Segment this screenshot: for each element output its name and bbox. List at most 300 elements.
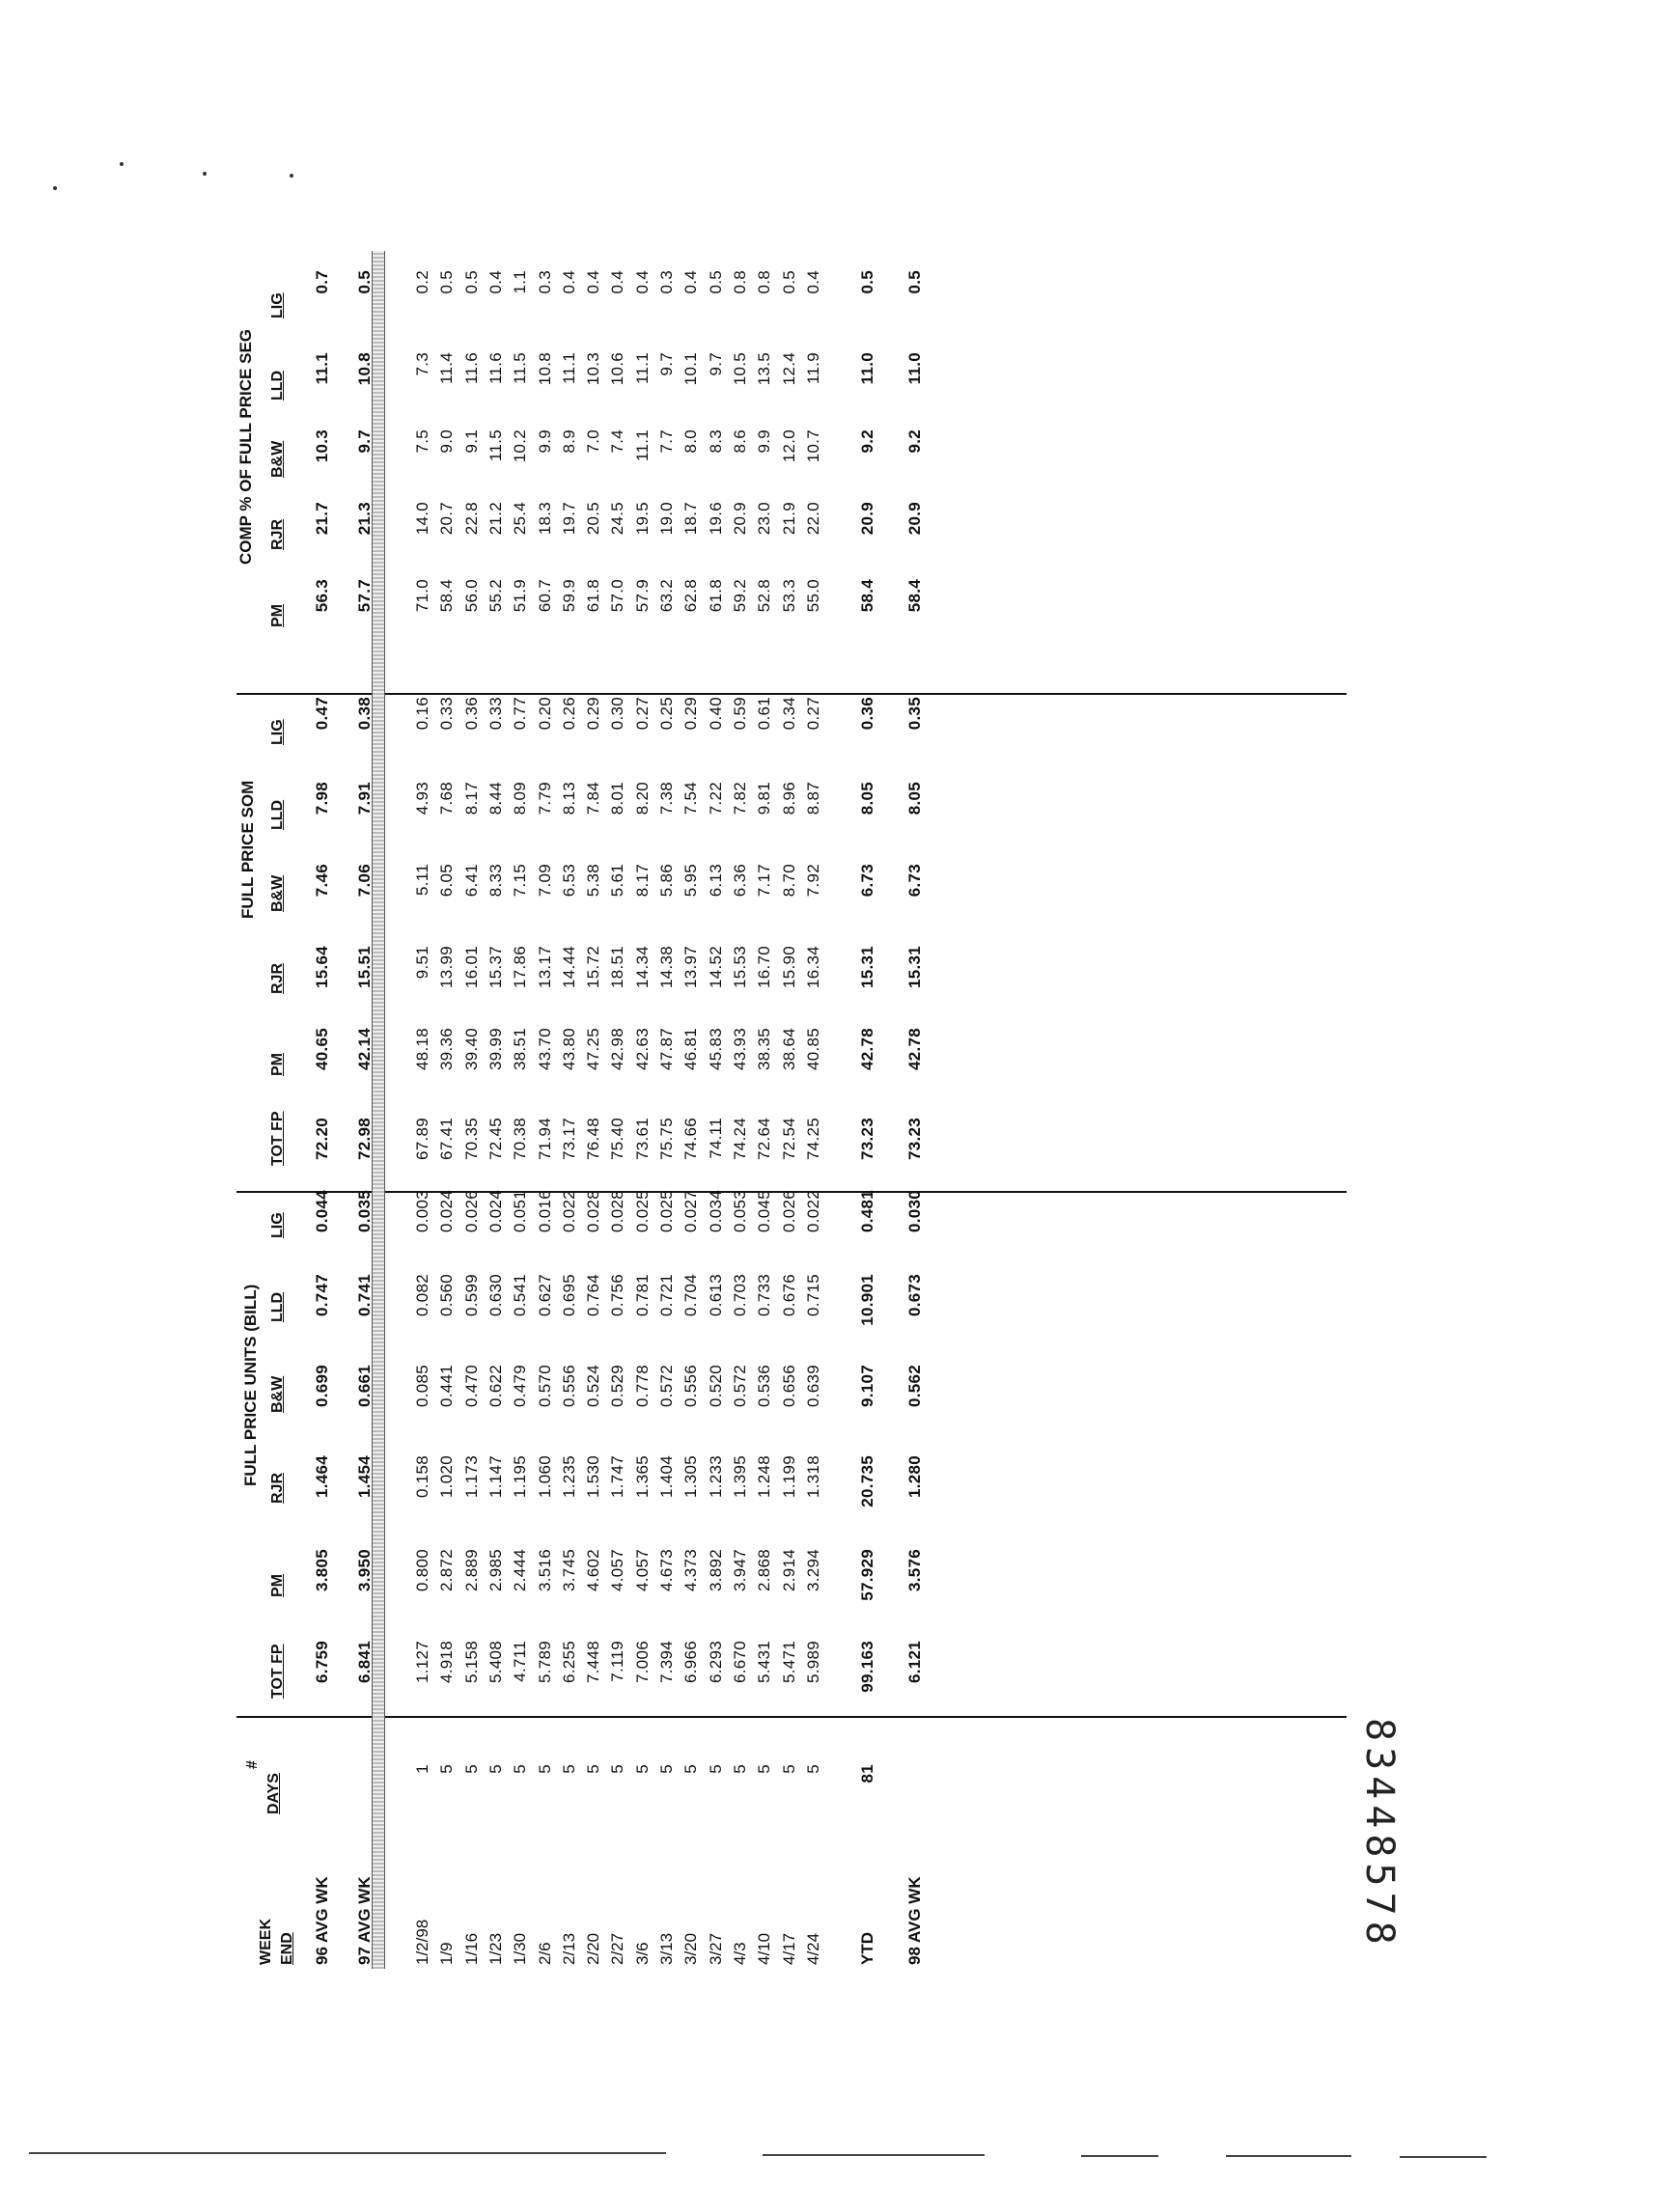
days-cell: 5 bbox=[511, 1764, 530, 1774]
comp-cell: 11.0 bbox=[905, 352, 924, 385]
units-cell: 9.107 bbox=[858, 1365, 876, 1408]
units-cell: 1.318 bbox=[803, 1455, 822, 1499]
comp-cell: 0.3 bbox=[657, 270, 676, 294]
units-cell: 0.027 bbox=[681, 1190, 701, 1233]
comp-cell: 10.2 bbox=[511, 429, 530, 463]
som-cell: 39.99 bbox=[486, 1028, 505, 1071]
som-cell: 0.38 bbox=[355, 697, 374, 731]
row-label: 3/6 bbox=[632, 1942, 652, 1965]
units-cell: 0.572 bbox=[657, 1365, 676, 1408]
units-cell: 3.892 bbox=[706, 1549, 725, 1592]
comp-cell: 8.9 bbox=[559, 429, 578, 454]
som-cell: 0.16 bbox=[413, 697, 431, 731]
som-cell: 73.17 bbox=[559, 1118, 578, 1161]
units-cell: 0.800 bbox=[413, 1549, 431, 1592]
units-cell: 0.721 bbox=[657, 1274, 676, 1317]
som-cell: 0.36 bbox=[858, 697, 876, 731]
som-cell: 16.01 bbox=[461, 946, 481, 989]
scan-line bbox=[1400, 2156, 1487, 2158]
units-cell: 0.562 bbox=[905, 1365, 924, 1408]
units-cell: 1.020 bbox=[437, 1455, 457, 1499]
units-cell: 0.044 bbox=[313, 1190, 331, 1233]
comp-cell: 59.9 bbox=[559, 579, 578, 613]
units-cell: 0.034 bbox=[706, 1190, 725, 1233]
units-col-header: RJR bbox=[269, 1472, 286, 1504]
comp-cell: 10.6 bbox=[608, 352, 627, 386]
units-cell: 0.560 bbox=[437, 1274, 457, 1317]
som-col-header: TOT FP bbox=[269, 1111, 286, 1166]
som-cell: 45.83 bbox=[706, 1028, 725, 1071]
units-cell: 1.747 bbox=[608, 1455, 627, 1499]
som-cell: 6.73 bbox=[905, 864, 924, 898]
units-cell: 0.536 bbox=[755, 1365, 774, 1408]
row-label: 2/27 bbox=[608, 1932, 627, 1965]
table-7 bbox=[236, 251, 1327, 1969]
days-cell: 5 bbox=[486, 1764, 505, 1774]
som-cell: 7.09 bbox=[535, 864, 554, 898]
scan-speck bbox=[290, 174, 293, 178]
units-cell: 2.872 bbox=[437, 1549, 457, 1592]
som-cell: 72.45 bbox=[486, 1118, 505, 1161]
comp-cell: 18.3 bbox=[535, 502, 554, 536]
comp-cell: 10.8 bbox=[355, 352, 374, 386]
units-cell: 99.163 bbox=[858, 1641, 876, 1693]
units-cell: 2.444 bbox=[511, 1549, 530, 1592]
units-cell: 1.060 bbox=[535, 1455, 554, 1499]
comp-cell: 11.6 bbox=[461, 352, 481, 385]
units-cell: 3.294 bbox=[803, 1549, 822, 1592]
units-cell: 0.025 bbox=[632, 1190, 652, 1233]
days-header: DAYS bbox=[265, 1773, 282, 1814]
row-label: 4/24 bbox=[803, 1932, 822, 1965]
units-col-header: LIG bbox=[269, 1212, 286, 1238]
som-cell: 72.20 bbox=[313, 1118, 331, 1161]
units-cell: 4.602 bbox=[584, 1549, 603, 1592]
som-cell: 7.84 bbox=[584, 782, 603, 816]
comp-cell: 7.4 bbox=[608, 429, 627, 454]
som-cell: 43.80 bbox=[559, 1028, 578, 1071]
days-cell: 5 bbox=[437, 1764, 457, 1774]
comp-cell: 7.3 bbox=[413, 352, 431, 376]
row-label: 98 AVG WK bbox=[905, 1876, 924, 1965]
comp-cell: 12.4 bbox=[779, 352, 798, 386]
som-cell: 5.61 bbox=[608, 864, 627, 898]
table-row bbox=[354, 251, 375, 1969]
som-cell: 73.61 bbox=[632, 1118, 652, 1161]
comp-cell: 10.7 bbox=[803, 429, 822, 463]
units-cell: 1.199 bbox=[779, 1455, 798, 1499]
som-cell: 72.64 bbox=[755, 1118, 774, 1161]
som-col-header: RJR bbox=[269, 962, 286, 994]
units-cell: 0.022 bbox=[559, 1190, 578, 1233]
units-cell: 0.024 bbox=[486, 1190, 505, 1233]
comp-cell: 19.5 bbox=[632, 502, 652, 536]
units-cell: 2.889 bbox=[461, 1549, 481, 1592]
row-label: 1/23 bbox=[486, 1932, 505, 1965]
comp-cell: 11.5 bbox=[511, 352, 530, 385]
som-col-header: LLD bbox=[269, 799, 286, 830]
group-units: FULL PRICE UNITS (BILL) bbox=[241, 1284, 260, 1486]
table-row bbox=[857, 251, 878, 1969]
table-row bbox=[559, 251, 580, 1969]
som-cell: 7.91 bbox=[355, 782, 374, 816]
som-cell: 73.23 bbox=[905, 1118, 924, 1161]
comp-cell: 52.8 bbox=[755, 579, 774, 613]
som-cell: 46.81 bbox=[681, 1028, 701, 1071]
comp-cell: 22.0 bbox=[803, 502, 822, 536]
units-cell: 0.479 bbox=[511, 1365, 530, 1408]
units-col-header: PM bbox=[269, 1574, 286, 1597]
units-cell: 0.699 bbox=[313, 1365, 331, 1408]
som-cell: 6.05 bbox=[437, 864, 457, 898]
units-cell: 0.529 bbox=[608, 1365, 627, 1408]
table-row bbox=[583, 251, 604, 1969]
comp-cell: 10.1 bbox=[681, 352, 701, 386]
som-cell: 15.51 bbox=[355, 946, 374, 989]
units-cell: 6.293 bbox=[706, 1641, 725, 1684]
som-cell: 8.09 bbox=[511, 782, 530, 816]
table-row bbox=[803, 251, 824, 1969]
days-cell: 5 bbox=[535, 1764, 554, 1774]
table-row bbox=[706, 251, 727, 1969]
comp-cell: 53.3 bbox=[779, 579, 798, 613]
units-cell: 1.454 bbox=[355, 1455, 374, 1499]
units-cell: 1.530 bbox=[584, 1455, 603, 1499]
days-cell: 81 bbox=[858, 1764, 876, 1783]
som-cell: 7.79 bbox=[535, 782, 554, 816]
comp-col-header: PM bbox=[269, 604, 286, 627]
som-cell: 5.95 bbox=[681, 864, 701, 898]
units-cell: 0.026 bbox=[779, 1190, 798, 1233]
units-cell: 0.733 bbox=[755, 1274, 774, 1317]
som-cell: 42.98 bbox=[608, 1028, 627, 1071]
som-cell: 0.77 bbox=[511, 697, 530, 731]
row-label: 97 AVG WK bbox=[355, 1876, 374, 1965]
units-cell: 0.028 bbox=[584, 1190, 603, 1233]
som-cell: 7.15 bbox=[511, 864, 530, 898]
days-cell: 5 bbox=[755, 1764, 774, 1774]
units-cell: 0.085 bbox=[413, 1365, 431, 1408]
units-cell: 10.901 bbox=[858, 1274, 876, 1326]
comp-cell: 9.7 bbox=[706, 352, 725, 376]
som-cell: 8.87 bbox=[803, 782, 822, 816]
som-cell: 8.20 bbox=[632, 782, 652, 816]
table-row bbox=[779, 251, 800, 1969]
units-col-header: B&W bbox=[269, 1375, 286, 1413]
units-cell: 1.365 bbox=[632, 1455, 652, 1499]
units-cell: 7.006 bbox=[632, 1641, 652, 1684]
som-cell: 8.13 bbox=[559, 782, 578, 816]
row-label: 2/6 bbox=[535, 1942, 554, 1965]
units-cell: 0.028 bbox=[608, 1190, 627, 1233]
comp-cell: 20.9 bbox=[730, 502, 749, 536]
som-cell: 17.86 bbox=[511, 946, 530, 989]
comp-cell: 7.7 bbox=[657, 429, 676, 454]
comp-cell: 0.5 bbox=[858, 270, 876, 294]
units-cell: 0.481 bbox=[858, 1190, 876, 1233]
units-cell: 5.408 bbox=[486, 1641, 505, 1684]
units-cell: 0.613 bbox=[706, 1274, 725, 1317]
units-cell: 6.759 bbox=[313, 1641, 331, 1684]
units-cell: 4.373 bbox=[681, 1549, 701, 1592]
som-cell: 15.72 bbox=[584, 946, 603, 989]
som-cell: 18.51 bbox=[608, 946, 627, 989]
scan-speck bbox=[203, 172, 207, 176]
som-cell: 7.17 bbox=[755, 864, 774, 898]
comp-cell: 57.0 bbox=[608, 579, 627, 613]
som-cell: 71.94 bbox=[535, 1118, 554, 1161]
comp-cell: 0.5 bbox=[779, 270, 798, 294]
comp-cell: 9.9 bbox=[755, 429, 774, 454]
row-label: YTD bbox=[858, 1932, 876, 1965]
units-cell: 3.805 bbox=[313, 1549, 331, 1592]
units-cell: 0.520 bbox=[706, 1365, 725, 1408]
som-cell: 7.22 bbox=[706, 782, 725, 816]
units-cell: 6.670 bbox=[730, 1641, 749, 1684]
som-cell: 0.59 bbox=[730, 697, 749, 731]
units-cell: 0.030 bbox=[905, 1190, 924, 1233]
comp-cell: 63.2 bbox=[657, 579, 676, 613]
units-cell: 0.639 bbox=[803, 1365, 822, 1408]
som-col-header: B&W bbox=[269, 874, 286, 912]
som-cell: 40.65 bbox=[313, 1028, 331, 1071]
days-cell: 5 bbox=[730, 1764, 749, 1774]
comp-cell: 58.4 bbox=[905, 579, 924, 613]
comp-cell: 0.2 bbox=[413, 270, 431, 294]
comp-cell: 56.0 bbox=[461, 579, 481, 613]
units-cell: 4.057 bbox=[608, 1549, 627, 1592]
units-cell: 0.676 bbox=[779, 1274, 798, 1317]
row-label: 2/20 bbox=[584, 1932, 603, 1965]
units-cell: 0.778 bbox=[632, 1365, 652, 1408]
units-cell: 3.950 bbox=[355, 1549, 374, 1592]
som-cell: 72.98 bbox=[355, 1118, 374, 1161]
days-cell: 5 bbox=[632, 1764, 652, 1774]
table-row bbox=[486, 251, 507, 1969]
units-cell: 1.127 bbox=[413, 1641, 431, 1684]
week-header: WEEK bbox=[258, 1919, 274, 1965]
som-cell: 14.44 bbox=[559, 946, 578, 989]
days-cell: 5 bbox=[608, 1764, 627, 1774]
som-cell: 0.40 bbox=[706, 697, 725, 731]
som-cell: 13.99 bbox=[437, 946, 457, 989]
comp-cell: 10.8 bbox=[535, 352, 554, 386]
days-cell: 5 bbox=[657, 1764, 676, 1774]
row-label: 96 AVG WK bbox=[313, 1876, 331, 1965]
units-cell: 0.627 bbox=[535, 1274, 554, 1317]
comp-cell: 19.6 bbox=[706, 502, 725, 536]
days-cell: 5 bbox=[803, 1764, 822, 1774]
som-cell: 8.05 bbox=[858, 782, 876, 816]
units-cell: 2.868 bbox=[755, 1549, 774, 1592]
som-cell: 15.64 bbox=[313, 946, 331, 989]
units-cell: 0.026 bbox=[461, 1190, 481, 1233]
comp-cell: 10.3 bbox=[584, 352, 603, 386]
units-cell: 4.918 bbox=[437, 1641, 457, 1684]
units-cell: 5.989 bbox=[803, 1641, 822, 1684]
table-row bbox=[754, 251, 775, 1969]
som-cell: 76.48 bbox=[584, 1118, 603, 1161]
units-cell: 4.711 bbox=[511, 1641, 530, 1682]
units-cell: 1.173 bbox=[461, 1455, 481, 1499]
units-cell: 5.158 bbox=[461, 1641, 481, 1684]
comp-cell: 9.9 bbox=[535, 429, 554, 454]
comp-cell: 22.8 bbox=[461, 502, 481, 536]
comp-cell: 11.1 bbox=[632, 352, 652, 385]
table-row bbox=[412, 251, 433, 1969]
som-cell: 74.24 bbox=[730, 1118, 749, 1161]
units-cell: 5.471 bbox=[779, 1641, 798, 1684]
table-row bbox=[656, 251, 678, 1969]
units-cell: 1.235 bbox=[559, 1455, 578, 1499]
row-label: 1/9 bbox=[437, 1942, 457, 1965]
comp-cell: 11.1 bbox=[313, 352, 331, 385]
som-cell: 0.29 bbox=[584, 697, 603, 731]
days-cell: 5 bbox=[681, 1764, 701, 1774]
units-cell: 3.516 bbox=[535, 1549, 554, 1592]
units-cell: 0.524 bbox=[584, 1365, 603, 1408]
units-cell: 1.280 bbox=[905, 1455, 924, 1499]
comp-cell: 23.0 bbox=[755, 502, 774, 536]
row-label: 1/16 bbox=[461, 1932, 481, 1965]
som-cell: 74.25 bbox=[803, 1118, 822, 1161]
comp-cell: 55.2 bbox=[486, 579, 505, 613]
units-cell: 3.745 bbox=[559, 1549, 578, 1592]
units-cell: 3.576 bbox=[905, 1549, 924, 1592]
comp-cell: 20.7 bbox=[437, 502, 457, 536]
units-cell: 0.024 bbox=[437, 1190, 457, 1233]
units-cell: 57.929 bbox=[858, 1549, 876, 1601]
comp-cell: 11.9 bbox=[803, 352, 822, 385]
units-cell: 0.661 bbox=[355, 1365, 374, 1408]
comp-cell: 18.7 bbox=[681, 502, 701, 536]
units-cell: 0.556 bbox=[681, 1365, 701, 1408]
som-cell: 0.29 bbox=[681, 697, 701, 731]
comp-cell: 0.3 bbox=[535, 270, 554, 294]
som-cell: 0.33 bbox=[437, 697, 457, 731]
units-cell: 6.841 bbox=[355, 1641, 374, 1684]
days-cell: 5 bbox=[706, 1764, 725, 1774]
som-cell: 39.36 bbox=[437, 1028, 457, 1071]
comp-cell: 0.5 bbox=[905, 270, 924, 294]
som-cell: 9.81 bbox=[755, 782, 774, 816]
comp-cell: 7.0 bbox=[584, 429, 603, 454]
comp-cell: 21.7 bbox=[313, 502, 331, 536]
units-cell: 5.789 bbox=[535, 1641, 554, 1684]
som-cell: 7.46 bbox=[313, 864, 331, 898]
som-cell: 8.17 bbox=[461, 782, 481, 816]
units-cell: 0.441 bbox=[437, 1365, 457, 1408]
som-cell: 13.17 bbox=[535, 946, 554, 989]
som-cell: 75.40 bbox=[608, 1118, 627, 1161]
comp-cell: 9.2 bbox=[858, 429, 876, 454]
som-cell: 43.70 bbox=[535, 1028, 554, 1071]
units-cell: 3.947 bbox=[730, 1549, 749, 1592]
document-number: 83448578 bbox=[1357, 1718, 1402, 1950]
som-cell: 7.38 bbox=[657, 782, 676, 816]
units-cell: 7.448 bbox=[584, 1641, 603, 1684]
comp-cell: 10.3 bbox=[313, 429, 331, 463]
units-cell: 0.630 bbox=[486, 1274, 505, 1317]
som-cell: 40.85 bbox=[803, 1028, 822, 1071]
comp-cell: 0.4 bbox=[608, 270, 627, 294]
som-cell: 0.30 bbox=[608, 697, 627, 731]
som-cell: 42.78 bbox=[858, 1028, 876, 1071]
comp-cell: 12.0 bbox=[779, 429, 798, 463]
units-cell: 0.570 bbox=[535, 1365, 554, 1408]
som-cell: 70.35 bbox=[461, 1118, 481, 1161]
comp-cell: 58.4 bbox=[858, 579, 876, 613]
som-cell: 14.34 bbox=[632, 946, 652, 989]
som-cell: 15.31 bbox=[858, 946, 876, 989]
comp-cell: 19.7 bbox=[559, 502, 578, 536]
comp-cell: 0.4 bbox=[632, 270, 652, 294]
som-cell: 38.51 bbox=[511, 1028, 530, 1071]
table-row bbox=[510, 251, 531, 1969]
units-cell: 6.255 bbox=[559, 1641, 578, 1684]
som-cell: 0.61 bbox=[755, 697, 774, 731]
comp-cell: 8.0 bbox=[681, 429, 701, 454]
units-cell: 0.470 bbox=[461, 1365, 481, 1408]
som-cell: 5.86 bbox=[657, 864, 676, 898]
table-row bbox=[730, 251, 751, 1969]
days-cell: 5 bbox=[584, 1764, 603, 1774]
units-cell: 0.556 bbox=[559, 1365, 578, 1408]
comp-cell: 0.4 bbox=[803, 270, 822, 294]
units-cell: 4.057 bbox=[632, 1549, 652, 1592]
comp-cell: 57.7 bbox=[355, 579, 374, 613]
comp-cell: 21.3 bbox=[355, 502, 374, 536]
som-cell: 74.66 bbox=[681, 1118, 701, 1161]
comp-cell: 60.7 bbox=[535, 579, 554, 613]
units-cell: 7.394 bbox=[657, 1641, 676, 1684]
comp-cell: 0.5 bbox=[437, 270, 457, 294]
som-cell: 0.25 bbox=[657, 697, 676, 731]
som-cell: 67.41 bbox=[437, 1118, 457, 1161]
som-cell: 9.51 bbox=[413, 946, 431, 980]
comp-cell: 61.8 bbox=[706, 579, 725, 613]
units-cell: 0.053 bbox=[730, 1190, 749, 1233]
row-label: 2/13 bbox=[559, 1932, 578, 1965]
som-cell: 5.38 bbox=[584, 864, 603, 898]
table-row bbox=[312, 251, 333, 1969]
som-cell: 38.64 bbox=[779, 1028, 798, 1071]
units-cell: 4.673 bbox=[657, 1549, 676, 1592]
comp-cell: 19.0 bbox=[657, 502, 676, 536]
som-cell: 15.53 bbox=[730, 946, 749, 989]
comp-cell: 25.4 bbox=[511, 502, 530, 536]
days-cell: 1 bbox=[413, 1764, 431, 1774]
som-cell: 0.34 bbox=[779, 697, 798, 731]
scan-line bbox=[763, 2154, 985, 2156]
units-cell: 0.045 bbox=[755, 1190, 774, 1233]
row-label: 3/13 bbox=[657, 1932, 676, 1965]
units-cell: 20.735 bbox=[858, 1455, 876, 1507]
units-cell: 0.016 bbox=[535, 1190, 554, 1233]
comp-cell: 56.3 bbox=[313, 579, 331, 613]
comp-cell: 0.4 bbox=[681, 270, 701, 294]
group-comp: COMP % OF FULL PRICE SEG bbox=[236, 328, 255, 565]
som-cell: 16.34 bbox=[803, 946, 822, 989]
units-cell: 0.541 bbox=[511, 1274, 530, 1317]
som-cell: 43.93 bbox=[730, 1028, 749, 1071]
som-col-header: LIG bbox=[269, 719, 286, 745]
units-cell: 0.572 bbox=[730, 1365, 749, 1408]
units-cell: 6.121 bbox=[905, 1641, 924, 1684]
scan-line bbox=[29, 2152, 666, 2154]
som-cell: 0.33 bbox=[486, 697, 505, 731]
units-cell: 0.158 bbox=[413, 1455, 431, 1499]
